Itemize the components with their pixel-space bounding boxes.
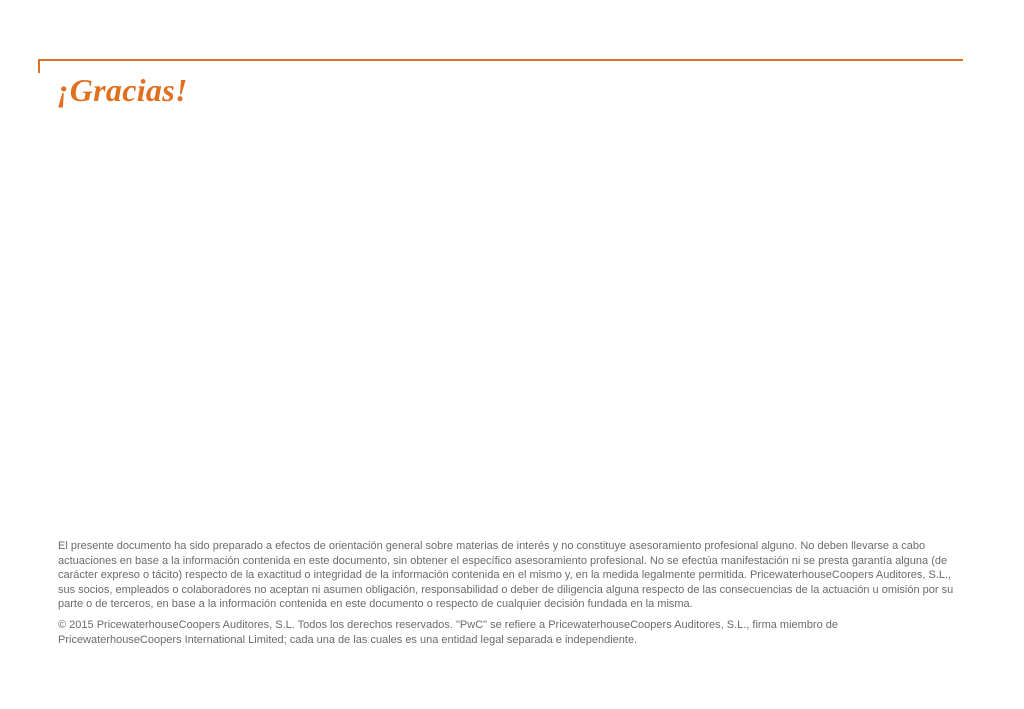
disclaimer-text: El presente documento ha sido preparado a efectos de orientación general sobre materias de interés y no constituye asesoramiento profesional alguno. No deben llevarse a cabo actuaciones en base a la información contenida en este documento, sin obtener el específico asesoramiento profesional. No se efectúa manifestación ni se presta garantía alguna (de carácter expreso o tácito) respecto de la exactitud o integridad de la información contenida en el mismo y, en la medida legalmente permitida. PricewaterhouseCoopers Auditores, S.L., sus socios, empleados o colaboradores no aceptan ni asumen obligación, responsabilidad o deber de diligencia alguna respecto de las consecuencias de la actuación u omisión por su parte o de terceros, en base a la información contenida en este documento o respecto de cualquier decisión fundada en la misma. [58,540,954,611]
header-corner-tick [38,59,40,73]
copyright-notice: © 2015 PricewaterhouseCoopers Auditores, S.L. Todos los derechos reservados. "PwC" se refiere a PricewaterhouseCoopers Auditores, S.L., firma miembro de PricewaterhouseCoopers International Limited; cada una de las cuales es una entidad legal separada e independiente. [58,618,838,646]
header-rule [38,59,963,61]
legal-disclaimer [58,539,962,647]
page-title: ¡Gracias! [57,72,188,108]
